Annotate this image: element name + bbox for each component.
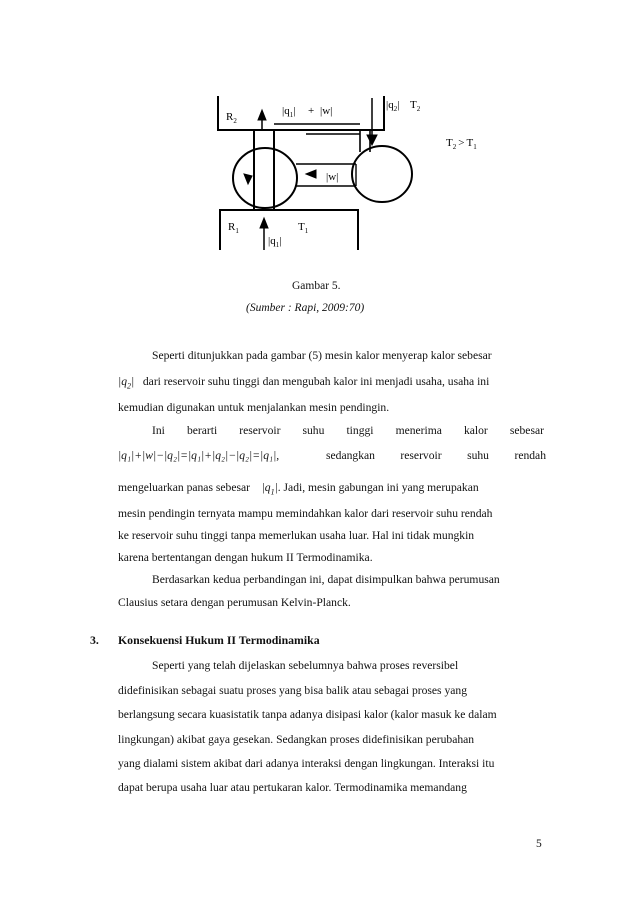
w-top-label: |w|	[320, 105, 333, 117]
q2-magnitude: $|q_2|$	[118, 375, 135, 391]
paragraph1-line3: kemudian digunakan untuk menjalankan mesin pendingin.	[118, 401, 390, 414]
refrigerator-circle	[352, 146, 412, 202]
paragraph2-line2: Clausius setara dengan perumusan Kelvin-Planck.	[118, 596, 351, 609]
r2-label: $R_2$	[226, 111, 237, 125]
q1-magnitude: $|q_1|$	[261, 481, 278, 497]
hot-reservoir-boundary	[218, 96, 384, 130]
paragraph3-line4: lingkungan) akibat gaya gesekan. Sedangkan proses didefinisikan perubahan	[118, 733, 475, 746]
figure-source: (Sumber : Rapi, 2009:70)	[246, 302, 365, 314]
t2-label: $T_2$	[410, 99, 421, 113]
q1-top-label: $|q_1|$	[282, 105, 296, 119]
q1-bottom-label: $|q_1|$	[268, 235, 282, 249]
r1-label: $R_1$	[228, 221, 239, 235]
arrow-left-icon	[306, 170, 316, 178]
paragraph3-line6: dapat berupa usaha luar atau pertukaran kalor. Termodinamika memandang	[118, 781, 467, 794]
heat-engine-circle	[233, 148, 297, 208]
paragraph1-line2: $|q_2|$ dari reservoir suhu tinggi dan mengubah kalor ini menjadi usaha, usaha ini	[118, 375, 490, 391]
paragraph3-line5: yang dialami sistem akibat dari adanya interaksi dengan lingkungan. Interaksi itu	[118, 757, 495, 770]
paragraph1-line1: Seperti ditunjukkan pada gambar (5) mesin kalor menyerap kalor sebesar	[152, 349, 492, 362]
paragraph1-line8: ke reservoir suhu tinggi tanpa memerlukan usaha luar. Hal ini tidak mungkin	[118, 529, 475, 542]
cycle-arrow-icon	[244, 174, 252, 184]
w-mid-label: |w|	[326, 171, 339, 183]
temperature-relation-label: $T_2 > T_1$	[446, 137, 477, 151]
section-title: Konsekuensi Hukum II Termodinamika	[118, 633, 320, 647]
paragraph3-line1: Seperti yang telah dijelaskan sebelumnya bahwa proses reversibel	[152, 659, 459, 672]
plus-label: +	[308, 105, 315, 117]
figure-caption: Gambar 5.	[292, 280, 341, 292]
energy-balance-equation: |q₁|+|w|−|q₂|=|q₁|+|q₂|−|q₂|=|q₁|,	[118, 449, 280, 462]
paragraph2-line1: Berdasarkan kedua perbandingan ini, dapat disimpulkan bahwa perumusan	[152, 573, 500, 586]
arrow-down-icon	[367, 135, 377, 145]
cold-reservoir-boundary	[220, 210, 358, 250]
paragraph1-line4: Ini berarti reservoir suhu tinggi menerima kalor sebesar	[152, 424, 544, 437]
paragraph1-line9: karena bertentangan dengan hukum II Termodinamika.	[118, 551, 373, 564]
t1-label: $T_1$	[298, 221, 309, 235]
heat-engine-refrigerator-diagram	[210, 90, 530, 260]
q2-label: $|q_2|$	[386, 99, 400, 113]
section-number: 3.	[90, 633, 99, 647]
paragraph1-line6: mengeluarkan panas sebesar $|q_1|$. Jadi, mesin gabungan ini yang merupakan	[118, 481, 479, 497]
page-number: 5	[536, 838, 542, 850]
paragraph3-line3: berlangsung secara kuasistatik tanpa adanya disipasi kalor (kalor masuk ke dalam	[118, 708, 497, 721]
paragraph3-line2: didefinisikan sebagai suatu proses yang bisa balik atau sebagai proses yang	[118, 684, 468, 697]
paragraph1-line7: mesin pendingin ternyata mampu memindahkan kalor dari reservoir suhu rendah	[118, 507, 493, 520]
